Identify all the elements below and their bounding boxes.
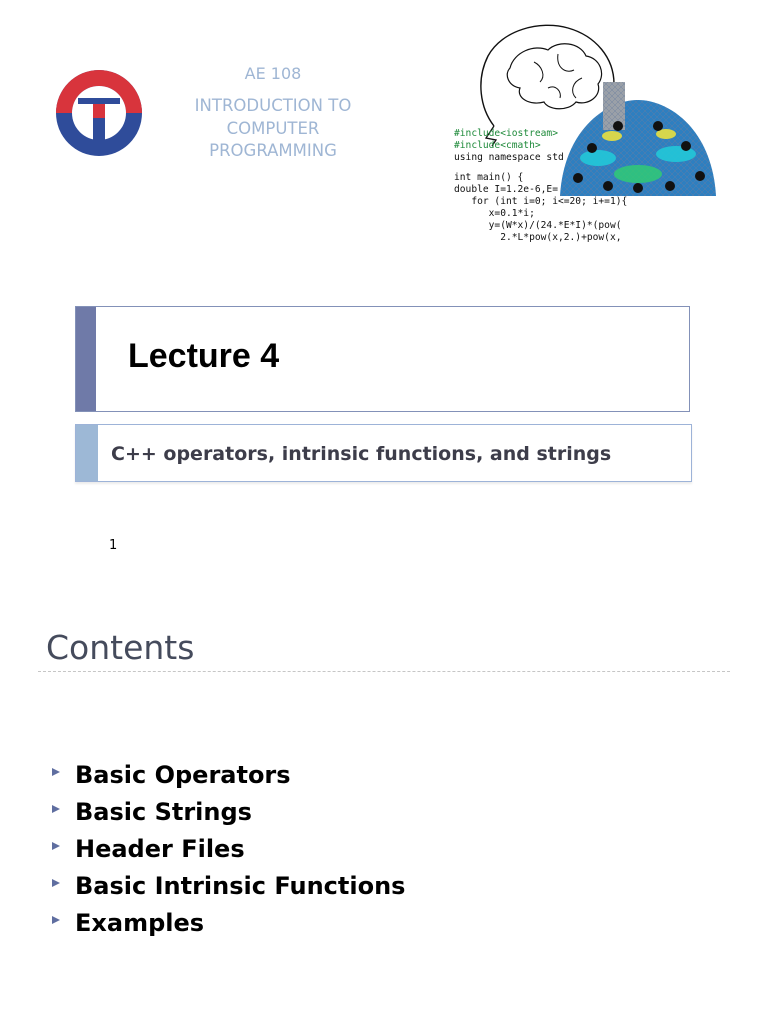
list-item: [52, 830, 405, 867]
list-item: [52, 867, 405, 904]
list-item-label: Examples: [75, 908, 205, 937]
list-item: [52, 904, 405, 941]
heading-divider: [38, 671, 730, 672]
course-heading: [172, 64, 374, 163]
code-line: 2.*L*pow(x,2.)+pow(x,: [454, 232, 622, 243]
code-line: for (int i=0; i<=20; i+=1){: [454, 196, 628, 207]
course-name: [172, 95, 374, 163]
lecture-subtitle-box: [75, 424, 692, 482]
bullet-triangle-icon: [52, 768, 60, 776]
code-line: x=0.1*i;: [454, 208, 535, 219]
contents-heading: Contents: [46, 628, 195, 667]
code-line: #include<iostream>: [454, 128, 558, 139]
list-item: [52, 756, 405, 793]
course-name-line: PROGRAMMING: [209, 141, 337, 160]
title-accent-bar: [76, 307, 96, 411]
list-item-label: Header Files: [75, 834, 245, 863]
list-item-label: Basic Intrinsic Functions: [75, 871, 406, 900]
list-item-label: Basic Operators: [75, 760, 291, 789]
course-name-line: COMPUTER: [226, 118, 320, 138]
page-number: 1: [109, 538, 118, 553]
code-line: int main() {: [454, 172, 524, 183]
programming-illustration: [450, 18, 720, 243]
bullet-triangle-icon: [52, 842, 60, 850]
course-code: AE 108: [244, 64, 302, 83]
list-item: [52, 793, 405, 830]
simulation-mesh-image: [558, 78, 718, 196]
list-item-label: Basic Strings: [75, 797, 252, 826]
bullet-triangle-icon: [52, 879, 60, 887]
contents-list: [52, 756, 405, 941]
university-logo: [56, 70, 142, 156]
code-line: y=(W*x)/(24.*E*I)*(pow(: [454, 220, 622, 231]
bullet-triangle-icon: [52, 805, 60, 813]
course-name-line: INTRODUCTION TO: [194, 96, 352, 115]
lecture-title: Lecture 4: [128, 337, 280, 375]
lecture-title-box: [75, 306, 690, 412]
bullet-triangle-icon: [52, 916, 60, 924]
lecture-subtitle: C++ operators, intrinsic functions, and strings: [111, 443, 612, 465]
code-line: #include<cmath>: [454, 140, 541, 151]
subtitle-accent-bar: [76, 425, 98, 481]
code-line: double I=1.2e-6,E=: [454, 184, 558, 195]
code-line: using namespace std: [454, 152, 564, 163]
